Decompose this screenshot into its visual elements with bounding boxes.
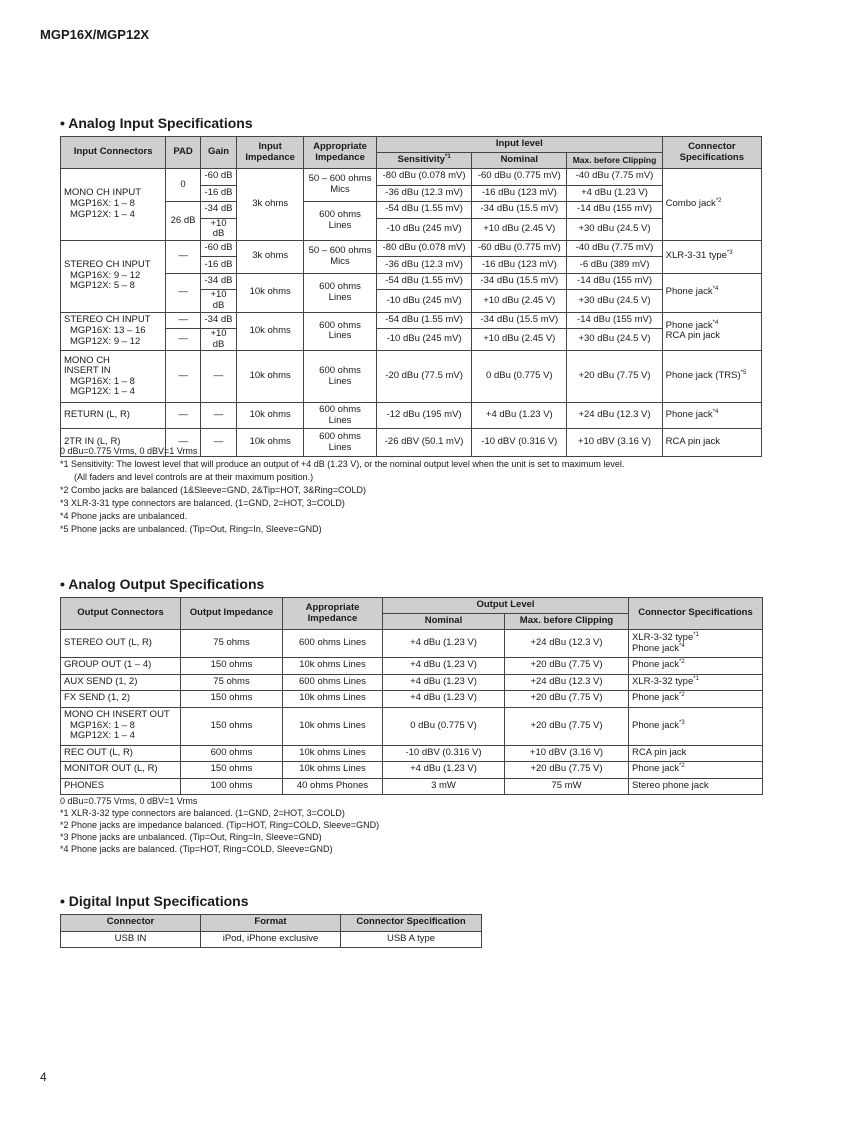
output-impedance-cell: 600 ohms — [181, 745, 283, 762]
pad-cell: — — [166, 240, 200, 273]
header-output-level: Output Level — [383, 598, 629, 614]
appropriate-impedance-cell: 10k ohms Lines — [283, 762, 383, 779]
sensitivity-cell: -36 dBu (12.3 mV) — [377, 185, 472, 202]
gain-cell: -34 dB — [200, 273, 236, 290]
page-header-title: MGP16X/MGP12X — [40, 27, 150, 42]
output-impedance-cell: 150 ohms — [181, 707, 283, 745]
nominal-cell: +4 dBu (1.23 V) — [383, 630, 505, 658]
appropriate-impedance-cell: 600 ohms Lines — [304, 403, 377, 429]
connector-cell: XLR-3-32 type$^{*1}$ — [629, 674, 763, 691]
connector-cell: Stereo phone jack — [629, 778, 763, 795]
max-cell: +30 dBu (24.5 V) — [567, 290, 662, 312]
sensitivity-cell: -26 dBV (50.1 mV) — [377, 429, 472, 457]
max-cell: +20 dBu (7.75 V) — [505, 691, 629, 708]
table-row — [61, 630, 763, 658]
appropriate-impedance-cell: 10k ohms Lines — [283, 707, 383, 745]
table-row — [61, 762, 763, 779]
connector-cell: Phone jack$^{*2}$ — [629, 691, 763, 708]
pad-cell: — — [166, 329, 200, 351]
max-cell: +10 dBV (3.16 V) — [567, 429, 662, 457]
appropriate-impedance-cell: 600 ohms Lines — [304, 429, 377, 457]
table-row — [61, 169, 762, 186]
note-line: *2 Phone jacks are impedance balanced. (Tip=HOT, Ring=COLD, Sleeve=GND) — [60, 820, 380, 830]
connector-cell: RCA pin jack — [662, 429, 761, 457]
input-impedance-cell: 10k ohms — [237, 351, 304, 403]
gain-cell: — — [200, 351, 236, 403]
connector-cell: XLR-3-31 type$^{*3}$ — [662, 240, 761, 273]
table-row — [61, 403, 762, 429]
nominal-cell: +4 dBu (1.23 V) — [472, 403, 567, 429]
gain-cell: — — [200, 403, 236, 429]
output-connector-cell: REC OUT (L, R) — [61, 745, 181, 762]
return-cell: RETURN (L, R) — [61, 403, 166, 429]
mono-ch-insert-in-cell: MONO CH INSERT IN MGP16X: 1 – 8 MGP12X: 1 – 4 — [61, 351, 166, 403]
max-cell: +20 dBu (7.75 V) — [505, 762, 629, 779]
max-cell: -6 dBu (389 mV) — [567, 257, 662, 274]
table-row — [61, 674, 763, 691]
header-input-connectors: Input Connectors — [61, 137, 166, 169]
header-connector-specifications: Connector Specifications — [629, 598, 763, 630]
header-gain: Gain — [200, 137, 236, 169]
format-cell: iPod, iPhone exclusive — [201, 931, 341, 948]
max-cell: +24 dBu (12.3 V) — [567, 403, 662, 429]
output-impedance-cell: 150 ohms — [181, 762, 283, 779]
table-row — [61, 707, 763, 745]
connector-cell: XLR-3-32 type$^{*1}$ Phone jack$^{*4}$ — [629, 630, 763, 658]
header-connector-specification: Connector Specification — [341, 915, 482, 932]
nominal-cell: -60 dBu (0.775 mV) — [472, 240, 567, 257]
gain-cell: -16 dB — [200, 257, 236, 274]
nominal-cell: +4 dBu (1.23 V) — [383, 762, 505, 779]
output-connector-cell: STEREO OUT (L, R) — [61, 630, 181, 658]
output-connector-cell: GROUP OUT (1 – 4) — [61, 658, 181, 675]
pad-cell: — — [166, 403, 200, 429]
appropriate-impedance-cell: 600 ohms Lines — [304, 273, 377, 312]
max-cell: +10 dBV (3.16 V) — [505, 745, 629, 762]
nominal-cell: -34 dBu (15.5 mV) — [472, 312, 567, 329]
output-connector-cell: MONITOR OUT (L, R) — [61, 762, 181, 779]
connector-cell: RCA pin jack — [629, 745, 763, 762]
appropriate-impedance-cell: 10k ohms Lines — [283, 745, 383, 762]
max-cell: +20 dBu (7.75 V) — [505, 658, 629, 675]
table-row — [61, 202, 762, 219]
max-cell: 75 mW — [505, 778, 629, 795]
max-cell: -14 dBu (155 mV) — [567, 202, 662, 219]
nominal-cell: +4 dBu (1.23 V) — [383, 691, 505, 708]
sensitivity-cell: -80 dBu (0.078 mV) — [377, 169, 472, 186]
note-line: *2 Combo jacks are balanced (1&Sleeve=GND, 2&Tip=HOT, 3&Ring=COLD) — [60, 485, 367, 495]
sensitivity-cell: -12 dBu (195 mV) — [377, 403, 472, 429]
header-connector: Connector — [61, 915, 201, 932]
note-line: (All faders and level controls are at their maximum position.) — [74, 472, 314, 482]
sensitivity-cell: -10 dBu (245 mV) — [377, 329, 472, 351]
gain-cell: — — [200, 429, 236, 457]
two-tr-in-cell: 2TR IN (L, R) — [61, 429, 166, 457]
nominal-cell: 0 dBu (0.775 V) — [472, 351, 567, 403]
nominal-cell: +10 dBu (2.45 V) — [472, 218, 567, 240]
output-connector-cell: AUX SEND (1, 2) — [61, 674, 181, 691]
header-input-impedance: Input Impedance — [237, 137, 304, 169]
sensitivity-cell: -10 dBu (245 mV) — [377, 290, 472, 312]
note-line: *4 Phone jacks are unbalanced. — [60, 511, 188, 521]
header-output-impedance: Output Impedance — [181, 598, 283, 630]
table-row — [61, 312, 762, 329]
table-row — [61, 329, 762, 351]
max-cell: -40 dBu (7.75 mV) — [567, 240, 662, 257]
appropriate-impedance-cell: 50 – 600 ohms Mics — [304, 169, 377, 202]
nominal-cell: -34 dBu (15.5 mV) — [472, 202, 567, 219]
gain-cell: -60 dB — [200, 169, 236, 186]
nominal-cell: 0 dBu (0.775 V) — [383, 707, 505, 745]
analog-input-table — [60, 136, 762, 457]
output-impedance-cell: 150 ohms — [181, 691, 283, 708]
nominal-cell: -10 dBV (0.316 V) — [383, 745, 505, 762]
analog-input-notes — [60, 445, 624, 536]
appropriate-impedance-cell: 600 ohms Lines — [304, 202, 377, 241]
pad-cell: — — [166, 312, 200, 329]
output-impedance-cell: 100 ohms — [181, 778, 283, 795]
appropriate-impedance-cell: 600 ohms Lines — [283, 630, 383, 658]
appropriate-impedance-cell: 50 – 600 ohms Mics — [304, 240, 377, 273]
header-input-level: Input level — [377, 137, 663, 153]
table-row — [61, 658, 763, 675]
connector-cell: Phone jack$^{*4}$ — [662, 403, 761, 429]
header-connector-specifications: Connector Specifications — [662, 137, 761, 169]
header-nominal: Nominal — [472, 153, 567, 169]
input-impedance-cell: 3k ohms — [237, 240, 304, 273]
connector-cell: Combo jack$^{*2}$ — [662, 169, 761, 241]
header-appropriate-impedance: Appropriate Impedance — [304, 137, 377, 169]
sensitivity-cell: -54 dBu (1.55 mV) — [377, 202, 472, 219]
nominal-cell: -60 dBu (0.775 mV) — [472, 169, 567, 186]
connector-cell: Phone jack$^{*3}$ — [629, 707, 763, 745]
analog-output-table — [60, 597, 763, 795]
max-cell: +20 dBu (7.75 V) — [505, 707, 629, 745]
appropriate-impedance-cell: 600 ohms Lines — [304, 351, 377, 403]
max-cell: -14 dBu (155 mV) — [567, 273, 662, 290]
note-line: 0 dBu=0.775 Vrms, 0 dBV=1 Vrms — [60, 446, 198, 456]
note-line: *1 XLR-3-32 type connectors are balanced. (1=GND, 2=HOT, 3=COLD) — [60, 808, 345, 818]
digital-input-table — [60, 914, 482, 948]
nominal-cell: +10 dBu (2.45 V) — [472, 290, 567, 312]
note-line: *4 Phone jacks are balanced. (Tip=HOT, Ring=COLD, Sleeve=GND) — [60, 844, 333, 854]
max-cell: +24 dBu (12.3 V) — [505, 630, 629, 658]
note-line: 0 dBu=0.775 Vrms, 0 dBV=1 Vrms — [60, 796, 198, 806]
max-cell: -40 dBu (7.75 mV) — [567, 169, 662, 186]
connector-cell: Phone jack$^{*4}$ RCA pin jack — [662, 312, 761, 351]
pad-cell: — — [166, 429, 200, 457]
header-max-before-clipping: Max. before Clipping — [567, 153, 662, 169]
analog-output-notes — [60, 795, 379, 855]
output-impedance-cell: 75 ohms — [181, 630, 283, 658]
input-impedance-cell: 10k ohms — [237, 273, 304, 312]
sensitivity-cell: -36 dBu (12.3 mV) — [377, 257, 472, 274]
connector-cell: Phone jack$^{*2}$ — [629, 658, 763, 675]
gain-cell: +10 dB — [200, 329, 236, 351]
appropriate-impedance-cell: 40 ohms Phones — [283, 778, 383, 795]
output-connector-cell: MONO CH INSERT OUT MGP16X: 1 – 8 MGP12X: 1 – 4 — [61, 707, 181, 745]
pad-cell: 26 dB — [166, 202, 200, 241]
input-impedance-cell: 10k ohms — [237, 429, 304, 457]
sensitivity-cell: -54 dBu (1.55 mV) — [377, 273, 472, 290]
appropriate-impedance-cell: 600 ohms Lines — [283, 674, 383, 691]
output-connector-cell: PHONES — [61, 778, 181, 795]
appropriate-impedance-cell: 10k ohms Lines — [283, 691, 383, 708]
max-cell: +24 dBu (12.3 V) — [505, 674, 629, 691]
output-impedance-cell: 150 ohms — [181, 658, 283, 675]
connector-cell: Phone jack (TRS)$^{*5}$ — [662, 351, 761, 403]
header-nominal: Nominal — [383, 614, 505, 630]
sensitivity-cell: -54 dBu (1.55 mV) — [377, 312, 472, 329]
header-sensitivity: Sensitivity$^{*1}$ — [377, 153, 472, 169]
table-row — [61, 240, 762, 257]
nominal-cell: -34 dBu (15.5 mV) — [472, 273, 567, 290]
gain-cell: +10 dB — [200, 290, 236, 312]
nominal-cell: 3 mW — [383, 778, 505, 795]
header-appropriate-impedance: Appropriate Impedance — [283, 598, 383, 630]
header-format: Format — [201, 915, 341, 932]
table-row — [61, 931, 482, 948]
header-output-connectors: Output Connectors — [61, 598, 181, 630]
output-connector-cell: FX SEND (1, 2) — [61, 691, 181, 708]
table-row — [61, 351, 762, 403]
max-cell: +20 dBu (7.75 V) — [567, 351, 662, 403]
analog-input-title: • Analog Input Specifications — [60, 115, 253, 131]
appropriate-impedance-cell: 600 ohms Lines — [304, 312, 377, 351]
max-cell: -14 dBu (155 mV) — [567, 312, 662, 329]
nominal-cell: +4 dBu (1.23 V) — [383, 658, 505, 675]
max-cell: +4 dBu (1.23 V) — [567, 185, 662, 202]
input-impedance-cell: 10k ohms — [237, 403, 304, 429]
sensitivity-cell: -20 dBu (77.5 mV) — [377, 351, 472, 403]
stereo-ch-input-cell: STEREO CH INPUT MGP16X: 9 – 12 MGP12X: 5 – 8 — [61, 240, 166, 312]
max-cell: +30 dBu (24.5 V) — [567, 218, 662, 240]
sensitivity-cell: -80 dBu (0.078 mV) — [377, 240, 472, 257]
gain-cell: +10 dB — [200, 218, 236, 240]
pad-cell: 0 — [166, 169, 200, 202]
connector-spec-cell: USB A type — [341, 931, 482, 948]
note-line: *1 Sensitivity: The lowest level that will produce an output of +4 dB (1.23 V), or the nominal output level when the unit is set to maximum level. — [60, 459, 625, 469]
note-line: *5 Phone jacks are unbalanced. (Tip=Out, Ring=In, Sleeve=GND) — [60, 524, 322, 534]
table-row — [61, 745, 763, 762]
sensitivity-cell: -10 dBu (245 mV) — [377, 218, 472, 240]
nominal-cell: -16 dBu (123 mV) — [472, 257, 567, 274]
gain-cell: -16 dB — [200, 185, 236, 202]
max-cell: +30 dBu (24.5 V) — [567, 329, 662, 351]
analog-output-title: • Analog Output Specifications — [60, 576, 265, 592]
header-pad: PAD — [166, 137, 200, 169]
nominal-cell: +4 dBu (1.23 V) — [383, 674, 505, 691]
gain-cell: -34 dB — [200, 312, 236, 329]
pad-cell: — — [166, 351, 200, 403]
gain-cell: -34 dB — [200, 202, 236, 219]
pad-cell: — — [166, 273, 200, 312]
table-row — [61, 778, 763, 795]
page-number: 4 — [40, 1070, 47, 1084]
connector-cell: Phone jack$^{*4}$ — [662, 273, 761, 312]
digital-input-title: • Digital Input Specifications — [60, 893, 249, 909]
table-row — [61, 691, 763, 708]
appropriate-impedance-cell: 10k ohms Lines — [283, 658, 383, 675]
nominal-cell: +10 dBu (2.45 V) — [472, 329, 567, 351]
input-impedance-cell: 3k ohms — [237, 169, 304, 241]
nominal-cell: -10 dBV (0.316 V) — [472, 429, 567, 457]
note-line: *3 XLR-3-31 type connectors are balanced. (1=GND, 2=HOT, 3=COLD) — [60, 498, 345, 508]
table-row — [61, 273, 762, 290]
output-impedance-cell: 75 ohms — [181, 674, 283, 691]
connector-cell: Phone jack$^{*2}$ — [629, 762, 763, 779]
header-max-before-clipping: Max. before Clipping — [505, 614, 629, 630]
nominal-cell: -16 dBu (123 mV) — [472, 185, 567, 202]
note-line: *3 Phone jacks are unbalanced. (Tip=Out, Ring=In, Sleeve=GND) — [60, 832, 322, 842]
mono-ch-input-cell: MONO CH INPUT MGP16X: 1 – 8 MGP12X: 1 – 4 — [61, 169, 166, 241]
connector-cell: USB IN — [61, 931, 201, 948]
input-impedance-cell: 10k ohms — [237, 312, 304, 351]
stereo-ch-input-cell: STEREO CH INPUT MGP16X: 13 – 16 MGP12X: 9 – 12 — [61, 312, 166, 351]
gain-cell: -60 dB — [200, 240, 236, 257]
